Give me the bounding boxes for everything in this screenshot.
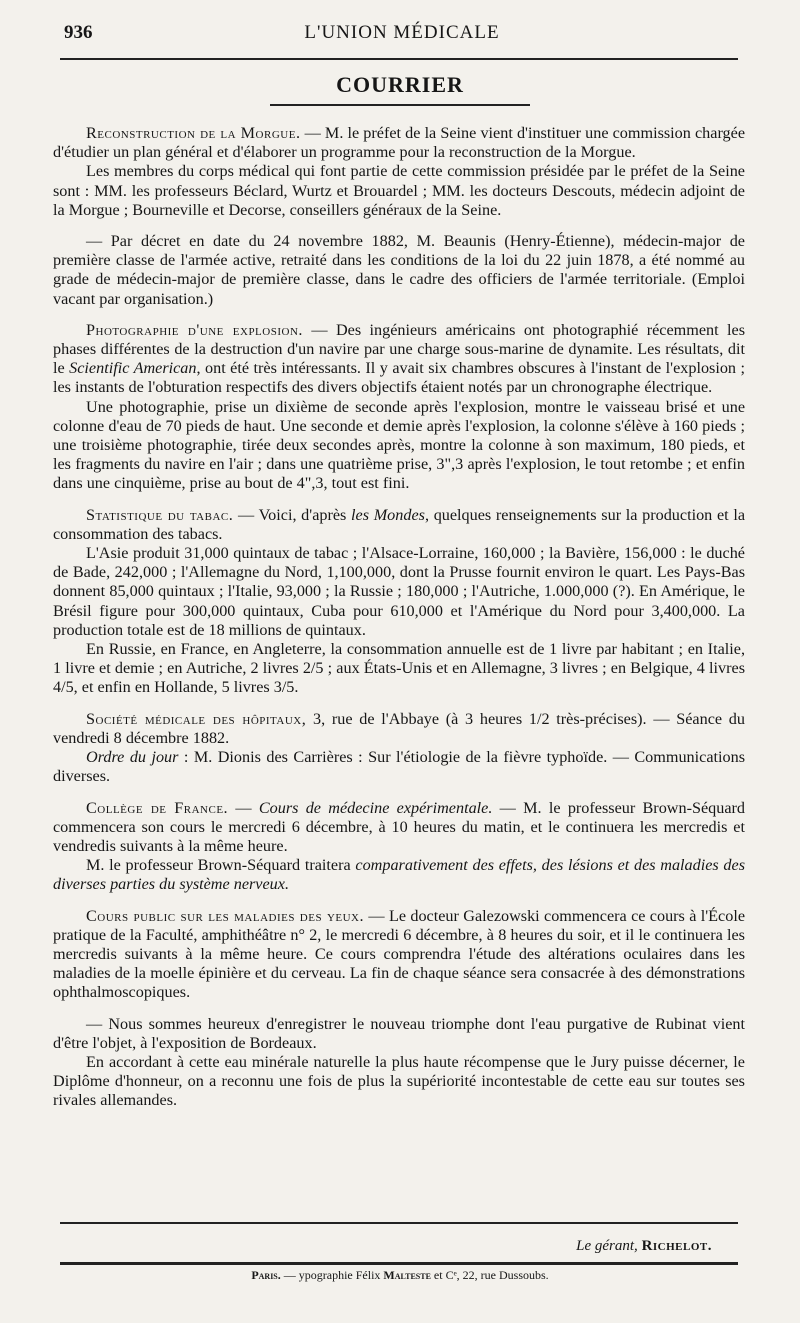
college-topic: comparativement des effets, des lésions et des maladies des diverses parties du système nerveux.	[53, 856, 746, 894]
running-title: L'UNION MÉDICALE	[304, 22, 500, 43]
cours-text: — Le docteur Galezowski commencera ce cours à l'École pratique de la Faculté, amphithéâtre n° 2, le mercredi 6 décembre, à 8 heures du soir, et il le continuera les mercredis suivants à la même heure. Ce cours comprendra l'étude des altérations oculaires dans les maladies de la moelle épinière et du cerveau. La fin de chaque séance sera consacrée à des démonstrations ophthalmoscopiques.	[53, 906, 746, 1002]
college-course: Cours de médecine expérimentale.	[258, 798, 493, 817]
college-topic-paragraph	[53, 856, 745, 894]
cours-heading: Cours public sur les maladies des yeux.	[86, 906, 365, 925]
title-rule	[270, 104, 530, 106]
tabac-paragraph	[53, 506, 745, 544]
societe-heading: Société médicale des hôpitaux,	[86, 709, 307, 728]
cours-paragraph	[53, 907, 745, 1003]
imprint-text-b: et Cᵉ, 22, rue Dussoubs.	[430, 1268, 549, 1282]
ordre-text: : M. Dionis des Carrières : Sur l'étiologie de la fièvre typhoïde. — Communications diverses.	[53, 748, 745, 786]
college-text: — M. le professeur Brown-Séquard commencera son cours le mercredi 6 décembre, à 10 heures du matin, et le continuera les mercredis et vendredis suivants à la même heure.	[53, 798, 746, 855]
college-topic-intro: M. le professeur Brown-Séquard traitera	[86, 856, 356, 875]
college-paragraph	[53, 799, 745, 857]
section-title: COURRIER	[336, 72, 464, 97]
photo-paragraph	[53, 321, 745, 398]
header-rule	[60, 58, 738, 60]
societe-text: 3, rue de l'Abbaye (à 3 heures 1/2 très-précises). — Séance du vendredi 8 décembre 1882.	[53, 709, 745, 747]
page-header	[64, 22, 740, 54]
ordre-du-jour-paragraph	[53, 748, 745, 786]
tabac-consumption-paragraph: En Russie, en France, en Angleterre, la consommation annuelle est de 1 livre par habitant ; en Italie, 1 livre et demie ; en Autriche, 2 livres 2/5 ; aux États-Unis et en Allemagne, 3 livres ; en Belgique, 4 livres 4/5, et enfin en Hollande, 5 livres 3/5.	[53, 640, 745, 697]
signature-name: Richelot.	[641, 1238, 712, 1254]
photo-text-a: — Des ingénieurs américains ont photographié récemment les phases différentes de la destruction d'un navire par une charge sous-marine de dynamite. Les résultats, dit le	[53, 320, 746, 378]
morgue-heading: Reconstruction de la Morgue.	[86, 124, 301, 142]
page-number: 936	[64, 22, 93, 43]
photo-source: Scientific American	[69, 359, 197, 378]
signature-label: Le gérant,	[576, 1238, 638, 1254]
photo-second-paragraph: Une photographie, prise un dixième de seconde après l'explosion, montre le vaisseau brisé et une colonne d'eau de 70 pieds de haut. Une seconde et demie après l'explosion, la colonne s'élève à 160 pieds ; une troisième photographie, tirée deux secondes après, montre la colonne à son maximum, 180 pieds, et les fragments du navire en l'air ; dans une quatrième prise, 3",3 après l'explosion, le tout retombe ; et enfin dans une cinquième, prise au bout de 4",3, tout est fini.	[53, 397, 745, 493]
footer-rule	[60, 1222, 738, 1224]
morgue-members-paragraph: Les membres du corps médical qui font partie de cette commission présidée par le préfet de la Seine sont : MM. les professeurs Béclard, Wurtz et Brouardel ; MM. les docteurs Descouts, médecin adjoint de la Morgue ; Bourneville et Decorse, conseillers généraux de la Seine.	[53, 162, 745, 219]
decret-paragraph: — Par décret en date du 24 novembre 1882, M. Beaunis (Henry-Étienne), médecin-major de première classe de l'armée active, retraité dans les conditions de la loi du 22 juin 1878, a été nommé au grade de médecin-major de première classe, dans le cadre des officiers de l'armée territoriale. (Emploi vacant par organisation.)	[53, 232, 745, 308]
imprint-text-a: — ypographie Félix	[280, 1268, 384, 1282]
societe-paragraph	[53, 710, 745, 748]
imprint-printer: Malteste	[383, 1268, 431, 1282]
ordre-label: Ordre du jour	[86, 748, 179, 767]
rubinat-second-paragraph: En accordant à cette eau minérale naturelle la plus haute récompense que le Jury puisse décerner, le Diplôme d'honneur, on a reconnu une fois de plus la supériorité incontestable de cette eau sur toutes ses rivales allemandes.	[53, 1052, 745, 1110]
signature	[576, 1238, 712, 1255]
college-sep: —	[228, 798, 259, 817]
morgue-text: — M. le préfet de la Seine vient d'instituer une commission chargée d'étudier un plan général et d'élaborer un programme pour la reconstruction de la Morgue.	[53, 124, 746, 162]
college-heading: Collège de France.	[86, 798, 229, 817]
tabac-production-paragraph: L'Asie produit 31,000 quintaux de tabac ; l'Alsace-Lorraine, 160,000 ; la Bavière, 156,000 : le duché de Bade, 242,000 ; l'Allemagne du Nord, 1,100,000, dont la Prusse fournit environ le quart. Les Pays-Bas donnent 85,000 quintaux ; l'Italie, 93,000 ; la Russie ; 180,000 ; l'Autriche, 1.000,000 (?). En Amérique, le Brésil figure pour 300,000 quintaux, Cuba pour 610,000 et l'Amérique du Nord pour 3,400,000. La production totale est de 18 millions de quintaux.	[53, 544, 745, 639]
tabac-text-a: — Voici, d'après	[237, 505, 352, 524]
photo-heading: Photographie d'une explosion.	[86, 320, 303, 339]
tabac-source: les Mondes	[351, 505, 425, 524]
morgue-paragraph	[53, 124, 745, 162]
imprint	[0, 1268, 800, 1283]
imprint-rule	[60, 1262, 738, 1265]
article-body	[53, 124, 745, 1111]
imprint-city: Paris.	[251, 1268, 281, 1282]
photo-text-b: , ont été très intéressants. Il y avait six chambres obscures à l'instant de l'explosion ; les instants de l'obturation respectifs des divers objectifs étaient notés par un chronographe électrique.	[53, 359, 745, 397]
tabac-heading: Statistique du tabac.	[86, 505, 234, 524]
rubinat-paragraph: — Nous sommes heureux d'enregistrer le nouveau triomphe dont l'eau purgative de Rubinat vient d'être l'objet, à l'exposition de Bordeaux.	[53, 1014, 745, 1052]
tabac-text-b: , quelques renseignements sur la production et la consommation des tabacs.	[53, 505, 746, 543]
